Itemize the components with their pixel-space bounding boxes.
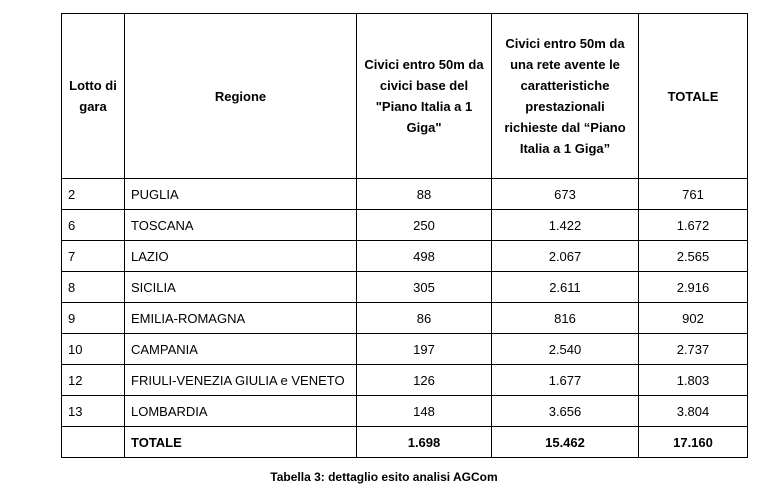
cell-regione: LOMBARDIA [125, 396, 357, 427]
cell-lotto: 9 [62, 303, 125, 334]
table-row [62, 396, 748, 427]
table-row [62, 241, 748, 272]
total-label: TOTALE [125, 427, 357, 458]
cell-civici-base: 148 [357, 396, 492, 427]
cell-lotto: 12 [62, 365, 125, 396]
total-civici-base: 1.698 [357, 427, 492, 458]
cell-civici-base: 126 [357, 365, 492, 396]
cell-totale: 1.803 [639, 365, 748, 396]
cell-regione: EMILIA-ROMAGNA [125, 303, 357, 334]
table-row [62, 210, 748, 241]
cell-civici-base: 197 [357, 334, 492, 365]
header-civici-base: Civici entro 50m da civici base del "Piano Italia a 1 Giga" [357, 14, 492, 179]
header-totale: TOTALE [639, 14, 748, 179]
table-row [62, 272, 748, 303]
cell-civici-base: 305 [357, 272, 492, 303]
cell-totale: 902 [639, 303, 748, 334]
cell-totale: 2.916 [639, 272, 748, 303]
cell-civici-base: 498 [357, 241, 492, 272]
cell-regione: SICILIA [125, 272, 357, 303]
cell-civici-rete: 2.540 [492, 334, 639, 365]
table-row [62, 303, 748, 334]
cell-lotto: 2 [62, 179, 125, 210]
total-civici-rete: 15.462 [492, 427, 639, 458]
table-row [62, 334, 748, 365]
total-row [62, 427, 748, 458]
cell-totale: 2.565 [639, 241, 748, 272]
cell-totale: 1.672 [639, 210, 748, 241]
cell-regione: CAMPANIA [125, 334, 357, 365]
results-table [61, 13, 748, 458]
cell-regione: TOSCANA [125, 210, 357, 241]
table-body [62, 179, 748, 458]
cell-civici-rete: 1.677 [492, 365, 639, 396]
cell-regione: LAZIO [125, 241, 357, 272]
cell-lotto: 6 [62, 210, 125, 241]
header-civici-rete: Civici entro 50m da una rete avente le caratteristiche prestazionali richieste dal “Piano Italia a 1 Giga” [492, 14, 639, 179]
cell-totale: 2.737 [639, 334, 748, 365]
table-header [62, 14, 748, 179]
table-row [62, 365, 748, 396]
cell-totale: 3.804 [639, 396, 748, 427]
cell-civici-rete: 816 [492, 303, 639, 334]
cell-regione: FRIULI-VENEZIA GIULIA e VENETO [125, 365, 357, 396]
cell-lotto: 7 [62, 241, 125, 272]
cell-civici-rete: 1.422 [492, 210, 639, 241]
table-row [62, 179, 748, 210]
table-caption: Tabella 3: dettaglio esito analisi AGCom [270, 470, 498, 484]
cell-totale: 761 [639, 179, 748, 210]
cell-lotto: 10 [62, 334, 125, 365]
cell-civici-base: 250 [357, 210, 492, 241]
cell-regione: PUGLIA [125, 179, 357, 210]
cell-civici-rete: 3.656 [492, 396, 639, 427]
header-regione: Regione [125, 14, 357, 179]
cell-lotto: 13 [62, 396, 125, 427]
cell-civici-rete: 2.611 [492, 272, 639, 303]
header-lotto: Lotto di gara [62, 14, 125, 179]
total-totale: 17.160 [639, 427, 748, 458]
cell-lotto: 8 [62, 272, 125, 303]
cell-civici-base: 86 [357, 303, 492, 334]
cell-civici-rete: 673 [492, 179, 639, 210]
cell-civici-base: 88 [357, 179, 492, 210]
cell-civici-rete: 2.067 [492, 241, 639, 272]
header-row [62, 14, 748, 179]
cell-lotto-empty [62, 427, 125, 458]
